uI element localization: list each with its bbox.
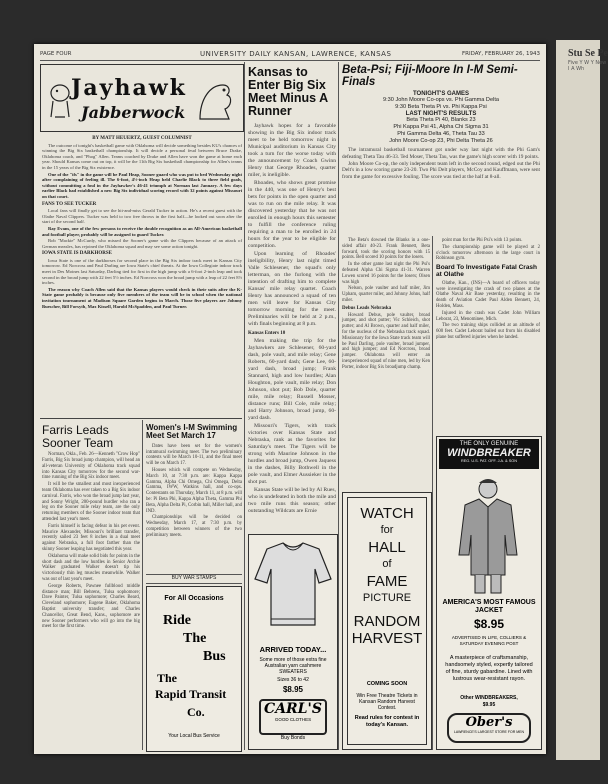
jabberwock-column xyxy=(42,134,242,416)
jabberwock-byline: BY MATT HEUERTZ, GUEST COLUMNIST xyxy=(92,136,192,141)
hall-line4: of xyxy=(382,558,392,570)
masthead: UNIVERSITY DAILY KANSAN, LAWRENCE, KANSAS xyxy=(200,50,392,58)
womens-p3: Championships will be decided on Wednesday, March 17, at 7:30 p.m. by competition between winners of the two preliminary meets. xyxy=(146,515,242,538)
hall-line5: FAME xyxy=(366,573,408,590)
game-item: 9:30 John Moore Co-ops vs. Phi Gamma Delta xyxy=(383,97,499,104)
windbreaker-ad xyxy=(436,436,542,750)
jabberwock-sub1: FANS TO SEE TUCKER xyxy=(42,201,97,207)
kansas-p2: Rhoades, who shows great promise in the 440, was one of Henry's best bets for points in the open quarter and was to run on the mile relay. It was discovered yesterday that he was not enrolled in enough hours this semester to fulfill the conference ruling requiring a man to be enrolled in 24 hours for the year to be eligible for competition. xyxy=(248,179,336,249)
sweater-icon xyxy=(253,539,333,629)
results-list xyxy=(342,117,540,145)
jacket-man-icon xyxy=(453,475,523,595)
result-item: Phi Gamma Delta 46, Theta Tau 33 xyxy=(397,131,485,138)
carls-desc: Some more of those extra fine Australian yarn cashmere SWEATERS xyxy=(259,657,327,675)
carls-tag: GOOD CLOTHES xyxy=(274,717,312,722)
hall-line6: PICTURE xyxy=(362,592,412,604)
windbreaker-other-price: $9.95 xyxy=(482,702,496,708)
jabberwock-title-1: Jayhawk xyxy=(71,75,187,101)
carls-price: $8.95 xyxy=(282,685,304,694)
adjacent-text: Five Y W Y New I A Wh xyxy=(568,60,607,72)
page-number: PAGE FOUR xyxy=(40,51,72,57)
jabberwock-sub2: IOWA STATE IS DARKHORSE xyxy=(42,251,112,257)
womens-p1: Dates have been set for the women's intramural swimming meet. The two preliminary contests will be March 10-11, and the final meet will be on March 17. xyxy=(146,443,242,467)
betapsi-article xyxy=(342,64,540,236)
jabberwock-p5: Bob "Mackie" McCurdy, who missed the Sooner's game with the Clippers because of an attack of German measles, has rejoined the Oklahoma squad and may see some action tonight. xyxy=(42,238,242,249)
windbreaker-top: THE ONLY GENUINE xyxy=(459,441,519,447)
carls-arrived: ARRIVED TODAY... xyxy=(259,645,327,654)
hall-line2: for xyxy=(380,524,394,536)
windbreaker-adv: ADVERTISED IN LIFE, COLLIERS & SATURDAY EVENING POST xyxy=(451,635,527,646)
farris-p1: Norman, Okla., Feb. 26—Kenneth "Crow Hop" Farris, Big Six broad jump champion, will head an all-veteran University of Oklahoma track squad into Kansas City tomorrow for the second war-time running of the Big Six indoor meet. xyxy=(42,452,140,481)
tonights-games-label: TONIGHT'S GAMES xyxy=(413,91,469,98)
hall-of-fame-ad xyxy=(342,492,432,750)
last-results-label: LAST NIGHT'S RESULTS xyxy=(405,111,477,118)
transit-ride: Ride xyxy=(163,613,191,628)
game-item: 9:30 Beta Theta Pi vs. Phi Kappa Psi xyxy=(395,104,487,111)
result-item: John Moore Co-op 23, Phi Delta Theta 26 xyxy=(389,138,493,145)
betapsi-p6: The championship game will be played at 2 o'clock tomorrow afternoon in the large court in Robinson gym. xyxy=(436,244,540,262)
hall-line3: HALL xyxy=(368,539,406,556)
jabberwock-beast-icon xyxy=(195,79,235,123)
windbreaker-price: $8.95 xyxy=(473,617,505,631)
olathe-p1: Olathe, Kan., (INS)—A board of officers today were investigating the crash of two planes at the Olathe Naval Air Base yesterday, resulting in the death of Aviation Cadet Paul Alden Bennett, 24, Holden, Mass. xyxy=(436,280,540,309)
kansas-p3: Upon learning of Rhoades' ineligibility, Henry last night timed Valle Schlesener, the squad's only letterman, on the furlong with the intention of drafting him to complete Kansas' mile relay quartet. Coach Henry has announced a squad of ten men will leave for Kansas City tomorrow morning for the meet. Preliminaries will be held at 2 p.m., with finals beginning at 8 p.m. xyxy=(248,250,336,327)
carls-logo xyxy=(259,699,327,735)
womens-p2: Houses which will compete on Wednesday, March 10, at 7:30 p.m. are: Kappa Kappa Gamma, Alpha Chi Omega, Chi Omega, Delta Gamma, IWW, Watkins hall, and co-ops. Contestants on Thursday, March 11, at 8 p.m. will be: Pi Beta Phi, Kappa Alpha Theta, Gamma Phi Beta, Alpha Delta Pi, Corbin hall, Miller hall, and IND. xyxy=(146,467,242,514)
adjacent-page-edge xyxy=(556,40,608,760)
column-rule xyxy=(142,420,143,750)
olathe-p3: The two training ships collided at an altitude of 600 feet. Cadet Leborat bailed out from his disabled plane but suffered injuries when he landed. xyxy=(436,323,540,340)
kansas-sub1: Kansas Enters 10 xyxy=(248,330,286,336)
obers-logo xyxy=(447,713,531,743)
jabberwock-p7: The reason why Coach Allen said that the Kansas players would check in their suits after the K-State game probably is because only five members of the team will be in school when the national invitation tournament at Madison Square Garden begins in March. Those five players are Johnny Buescher, Bill Forsyth, Max Kissell, Harold McSpadden, and Paul Turner. xyxy=(42,286,242,309)
obers-brand: Ober's xyxy=(465,715,513,730)
carls-brand: CARL'S xyxy=(264,701,322,717)
column-rule xyxy=(432,236,433,750)
betapsi-p5: point man for the Phi Psi's with 13 points. xyxy=(442,238,523,243)
farris-p3: Farris himself is facing defeat in his pet event. Maurice Alexander, Missouri's brilliant transfer, recently sailed 23 feet 8 inches in a dual meet against Nebraska, a full foot farther than the skinny Sooner leaping has negotiated this year. xyxy=(42,523,140,552)
transit-line1: For All Occasions xyxy=(164,595,224,602)
olathe-column xyxy=(436,238,540,434)
result-item: Beta Theta Pi 40, Blanks 23 xyxy=(406,117,476,124)
jabberwock-p6: Iowa State is one of the darkhorses for second place in the Big Six indoor track meet in Kansas City tomorrow. Ed Norcross and Paul Darling are Iowa State's chief threats. At the Iowa Collegiate indoor track meet in Des Moines last Saturday, Darling tied for first in the high jump with a 6-foot 2-inch leap and took second in the broad jump with 22 feet 5½ inches. Ed Norcross won the broad jump with a leap of 22 feet 8½ inches. xyxy=(42,257,242,286)
kansas-p1: Jayhawk hopes for a favorable showing in the Big Six indoor track meet to be held tomorrow night in Municipal auditorium in Kansas City took a turn for the worse today with the announcement by Coach Gwinn Henry that George Rhoades, quarter miler, is ineligible. xyxy=(248,122,336,178)
jabberwock-p1: The outcome of tonight's basketball game with Oklahoma will decide something besides KU's chances of winning the Big Six basketball championship. It will decide a personal feud between Bruce Drake, Oklahoma coach, and "Phog" Allen. Teams coached by Drake and Allen have won the game at home each year. Should Kansas come out on top, it will be the 11th Big Six basketball championship for Allen's teams in the 15 years of the Big Six existence. xyxy=(42,142,242,170)
obers-tag: LAWRENCE'S LARGEST STORE FOR MEN xyxy=(453,730,525,734)
war-stamps-banner: BUY WAR STAMPS xyxy=(146,574,242,584)
column-rule xyxy=(338,62,339,750)
newspaper-page xyxy=(34,44,546,754)
hall-win: Win Free Theatre Tickets in Kansan Random Harvest Contest. xyxy=(356,693,418,711)
page-header xyxy=(40,50,540,61)
windbreaker-other: Other WINDBREAKERS, xyxy=(460,695,518,701)
hall-line7: RANDOM xyxy=(353,613,421,630)
womens-headline: Women's I-M Swimming Meet Set March 17 xyxy=(146,423,238,441)
betapsi-p1: The intramural basketball tournament got under way last night with the Phi Gam's defeating Theta Tau 46-33. Ted Moser, Theta Tau, was the game's high scorer with 19 points. xyxy=(342,147,540,160)
transit-co: Co. xyxy=(187,705,205,719)
jayhawk-drawing-icon xyxy=(47,81,73,121)
hall-line8: HARVEST xyxy=(351,630,423,647)
issue-date: FRIDAY, FEBRUARY 26, 1943 xyxy=(461,51,540,57)
windbreaker-reg: REG. U.S. PAT. OFF. J.A. & SON xyxy=(461,459,517,463)
divider xyxy=(40,418,242,419)
column-rule xyxy=(244,62,245,750)
jabberwock-p2: One of the "ifs" in the game will be Paul Heap, Sooner guard who was put to bed Wednesday night after complaining of feeling ill. The 6-foot, 4½-inch Heap held Charlie Black to three field goals, without committing a foul in the Jayhawker's 46-41 triumph at Norman last January. A few days earlier Black had established a new Big Six individual scoring record with 32 points against Missouri on that court. xyxy=(42,171,242,199)
betapsi-headline: Beta-Psi; Fiji-Moore In I-M Semi-Finals xyxy=(342,64,518,89)
betapsi-p4: In the other game last night the Phi Psi's defeated Alpha Chi Sigma 41-31. Warren Lowen scored 16 points for the losers; Olsen was high xyxy=(342,262,430,285)
games-list xyxy=(342,97,540,111)
transit-bus: Bus xyxy=(203,649,226,664)
windbreaker-tagline: AMERICA'S MOST FAMOUS JACKET xyxy=(442,599,536,614)
jabberwock-title-2: Jabberwock xyxy=(81,103,186,122)
windbreaker-banner xyxy=(439,439,539,469)
kansas-headline: Kansas to Enter Big Six Meet Minus A Runner xyxy=(248,65,328,119)
result-item: Phi Kappa Psi 41, Alpha Chi Sigma 31 xyxy=(393,124,489,131)
farris-article xyxy=(42,424,140,750)
jabberwock-p4: Ray Evans, one of the few persons to receive the double recognition as an All-American basketball and football player, probably will be assigned to guard Tucker. xyxy=(42,225,242,237)
kansas-p4: Men making the trip for the Jayhawkers are Schlesener, 60-yard dash, pole vault, and mile relay; Gene Roberts, 60-yard dash; Gene Lee, 60-yard dash, broad jump; Frank Stannard, high and low hurdles; Alan Houghton, pole vault, mile relay; Don Johnson, shot put; Bob Dole, quarter mile, mile relay; Russell Mosser, distance runs; Bill Cole, mile relay; and Harry Johnson, broad jump, 60-yard dash. xyxy=(248,337,336,421)
betapsi-p8: Howard Debus, pole vaulter, broad jumper, and shot putter; Vic Schleich, shot putter; and Al Brown, quarter and half miler, for the nucleus of the Nebraska track squad. Missionary for the Iowa State track team will be Paul Darling, pole vaulter, broad jumper, and high jumper; and Ed Norcross, broad jumper. Oklahoma will enter an inexperienced squad of nine men, led by Ken Porter, indoor Big Six broadjump champ. xyxy=(342,312,430,370)
farris-p2: It will be the smallest and most inexperienced team Oklahoma has ever taken to a Big Six indoor carnival. Farris, who won the broad jump last year, and Sonny Wright, 200-pound hurdler who ran a leg on the Sooner mile relay team, are the only returning members of the Sooner indoor team that attended last year's meet. xyxy=(42,482,140,522)
betapsi-continued xyxy=(342,238,430,488)
betapsi-p3: The Beta's downed the Blanks in a one-sided affair 40-23. Frank Bennett, Beta forward, took the scoring honors with 15 points. Bell scored 10 points for the losers. xyxy=(342,238,430,261)
olathe-headline: Board To Investigate Fatal Crash at Olathe xyxy=(436,264,538,278)
farris-p5: George Roberts, Pawnee fullblood middle distance man; Bill Behrens, Tulsa sophomore; Dave Painter, Tulsa sophomore; Charles Beard, Cleveland sophomore; Eugene Baker, Oklahoma Baptist university transfer; and Charles Chancellor, Great Bend, Kans., sophomore are new Sooner performers who will go into the big meet for the first time. xyxy=(42,583,140,630)
jabberwock-p3: Local fans will finally get to see the hit-and-miss Gerald Tucker in action. He's a recent guest with the Olathe Naval Clippers. Tucker was held to two free throws in the first half—he looked out soon after the start of the second half. xyxy=(42,208,242,225)
womens-article xyxy=(146,424,242,574)
jabberwock-banner xyxy=(40,64,244,132)
kansas-p5: Missouri's Tigers, with track victories over Kansas State and Nebraska, rank as the favorites for Saturday's meet. The Tigers will be strong with Maurine Johnson in the hurdles and broad jump, Owen Jaquess in the dashes, Billy Bothwell in the pole vault, and Elmer Aussieker in the shot put. xyxy=(248,422,336,485)
betapsi-sub1: Debus Leads Nebraska xyxy=(342,305,392,311)
hall-coming: COMING SOON xyxy=(366,681,408,687)
transit-the: The xyxy=(183,631,207,646)
hall-rules: Read rules for contest in today's Kansan. xyxy=(354,715,420,728)
carls-sub: Buy Bonds xyxy=(280,735,306,741)
farris-p4: Oklahoma will make solid bids for points in the short dash and the low hurdles in Senior Archie Walker graduated Walker doesn't tip his victoriously thin leg muscles meanwhile. Walker was out of last year's meet. xyxy=(42,553,140,582)
betapsi-p7: Nelson, pole vaulter and half miler, Jim Upham, quarter miler, and Johnny Johns, half miler. xyxy=(342,286,430,303)
adjacent-headline: Stu Se Pe xyxy=(568,48,608,59)
hall-line1: WATCH xyxy=(360,505,414,522)
olathe-p2: Injured in the crash was Cadet John William Leborat, 23, Menominee, Mich. xyxy=(436,310,540,322)
carls-ad xyxy=(248,534,338,750)
farris-headline: Farris Leads Sooner Team xyxy=(42,423,114,450)
transit-tagline: Your Local Bus Service xyxy=(168,733,220,739)
kansas-p6: Kansas State will be led by Al Rues, who is undefeated in both the mile and two mile runs this season; other outstanding Wildcats are Ernie xyxy=(248,486,336,514)
hall-text xyxy=(343,505,431,647)
transit-company: Rapid Transit xyxy=(155,687,227,701)
transit-ad xyxy=(146,586,242,752)
windbreaker-brand: WINDBREAKER xyxy=(447,447,531,459)
transit-the2: The xyxy=(157,671,178,685)
betapsi-p2: John Moore Co-op, the only independent team left in the second round, edged out the Phi Delt's in a low scoring game 23-20. Two Phi Delt players, McCoy and Kauffmann, were sent from the game for excessive fouling. The score was tied at the half at 8-all. xyxy=(342,160,540,180)
carls-sizes: Sizes 36 to 42 xyxy=(277,677,309,683)
windbreaker-body: A masterpiece of craftsmanship, handsomely styled, expertly tailored of fine, sturdy gabardine. Lined with lustrous wear-resistant rayon. xyxy=(445,655,533,682)
